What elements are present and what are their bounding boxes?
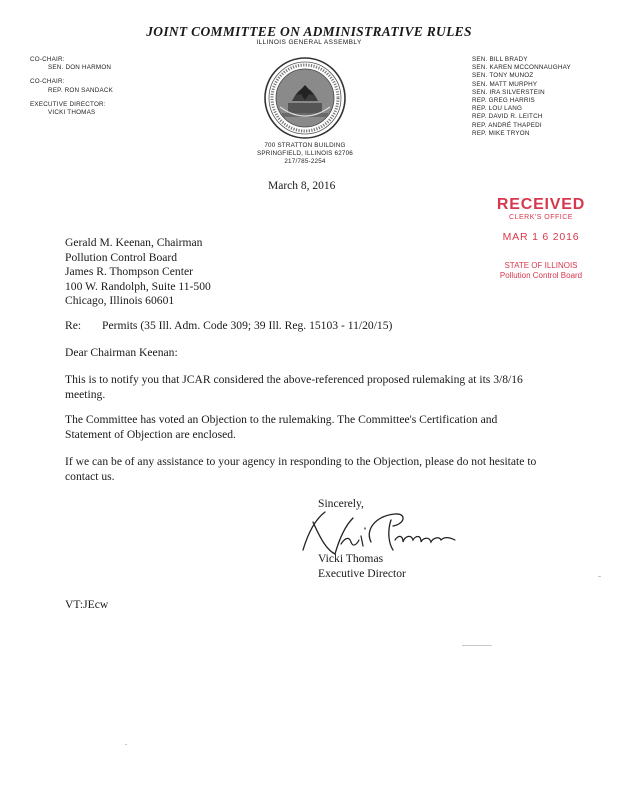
state-seal-icon xyxy=(262,55,348,141)
recipient-address xyxy=(65,236,211,309)
signer-title: Executive Director xyxy=(318,566,406,580)
committee-title: JOINT COMMITTEE ON ADMINISTRATIVE RULES xyxy=(146,24,472,39)
scan-speck xyxy=(598,576,601,577)
address-line: 700 STRATTON BUILDING xyxy=(264,142,346,149)
member-name: REP. GREG HARRIS xyxy=(472,97,535,105)
recipient-line: James R. Thompson Center xyxy=(65,265,193,279)
stamp-board-line: Pollution Control Board xyxy=(499,270,583,280)
member-name: SEN. MATT MURPHY xyxy=(472,80,538,88)
salutation: Dear Chairman Keenan: xyxy=(65,346,178,359)
recipient-line: Gerald M. Keenan, Chairman xyxy=(65,236,203,249)
officers-block xyxy=(30,56,170,123)
received-stamp-date: MAR 1 6 2016 xyxy=(502,231,580,243)
subject-text: Permits (35 Ill. Adm. Code 309; 39 Ill. Reg. 15103 - 11/20/15) xyxy=(102,319,393,332)
body-paragraph: The Committee has voted an Objection to the rulemaking. The Committee's Certification and Statement of Objection are enclosed. xyxy=(65,413,498,441)
member-name: SEN. IRA SILVERSTEIN xyxy=(472,88,545,96)
recipient-line: Pollution Control Board xyxy=(65,250,178,264)
stamp-state-line: STATE OF ILLINOIS xyxy=(504,261,578,270)
co-chair-label: CO-CHAIR: xyxy=(30,78,65,86)
signer-name: Vicki Thomas xyxy=(318,552,384,565)
co-chair-name: SEN. DON HARMON xyxy=(48,64,112,72)
received-stamp-title: RECEIVED xyxy=(496,196,586,213)
scan-speck xyxy=(125,744,127,745)
letter-date: March 8, 2016 xyxy=(268,180,336,192)
signer-block xyxy=(318,552,406,581)
subject-label: Re: xyxy=(65,319,82,332)
received-stamp-office: CLERK'S OFFICE xyxy=(509,214,573,221)
member-name: REP. LOU LANG xyxy=(472,105,523,113)
subject-line xyxy=(65,319,392,334)
scan-speck xyxy=(462,645,492,646)
member-name: REP. DAVID R. LEITCH xyxy=(472,113,543,121)
member-name: SEN. KAREN MCCONNAUGHAY xyxy=(472,64,571,72)
recipient-line: Chicago, Illinois 60601 xyxy=(65,294,175,308)
handwritten-signature xyxy=(295,500,465,560)
assembly-subtitle: ILLINOIS GENERAL ASSEMBLY xyxy=(256,39,362,46)
address-line: SPRINGFIELD, ILLINOIS 62706 xyxy=(256,150,354,158)
body-paragraph: This is to notify you that JCAR considered the above-referenced proposed rulemaking at its 3/8/16 meeting. xyxy=(65,373,523,401)
committee-members-list xyxy=(472,56,612,138)
executive-director-name: VICKI THOMAS xyxy=(48,109,96,117)
typist-initials: VT:JEcw xyxy=(65,598,109,611)
member-name: SEN. BILL BRADY xyxy=(472,56,528,63)
member-name: REP. MIKE TRYON xyxy=(472,129,530,137)
closing: Sincerely, xyxy=(318,497,364,510)
received-stamp-board xyxy=(488,261,594,280)
member-name: SEN. TONY MUNOZ xyxy=(472,72,534,80)
co-chair-name: REP. RON SANDACK xyxy=(48,86,114,94)
body-paragraph: If we can be of any assistance to your agency in responding to the Objection, please do not hesitate to contact us. xyxy=(65,455,537,483)
recipient-line: 100 W. Randolph, Suite 11-500 xyxy=(65,279,211,293)
office-address xyxy=(230,142,380,167)
executive-director-label: EXECUTIVE DIRECTOR: xyxy=(30,100,106,108)
address-line: 217/785-2254 xyxy=(284,158,326,166)
member-name: REP. ANDRÉ THAPEDI xyxy=(472,121,542,129)
co-chair-label: CO-CHAIR: xyxy=(30,56,65,63)
